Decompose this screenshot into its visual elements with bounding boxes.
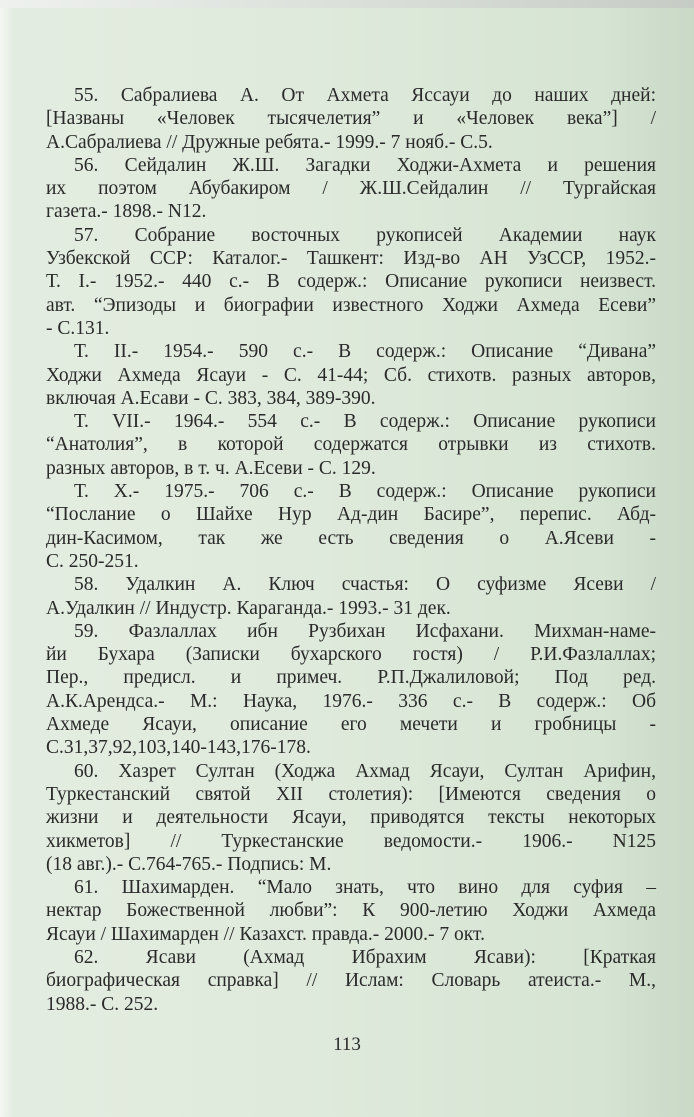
text-line: Т. II.- 1954.- 590 с.- В содерж.: Описание “Дивана” [74,341,656,363]
bibliography-text [46,84,656,1016]
text-line: газета.- 1898.- N12. [46,201,207,223]
text-line: дин-Касимом, так же есть сведения о А.Ясеви - [46,527,656,549]
text-line: биографическая справка] // Ислам: Словарь атеиста.- М., [46,970,656,992]
text-line: Ясауи / Шахимарден // Казахст. правда.- 2000.- 7 окт. [46,923,485,945]
text-line: 56. Сейдалин Ж.Ш. Загадки Ходжи-Ахмета и решения [74,154,656,176]
text-line: нектар Божественной любви”: К 900-летию Ходжи Ахмеда [46,900,656,922]
bibliography-entry [46,224,656,340]
scan-edge [0,0,694,8]
bibliography-entry [46,946,656,1016]
text-line: 61. Шахимарден. “Мало знать, что вино для суфия – [74,877,656,899]
text-line: А.К.Арендса.- М.: Наука, 1976.- 336 с.- В содерж.: Об [46,690,656,712]
text-line: жизни и деятельности Ясауи, приводятся тексты некоторых [46,807,656,829]
bibliography-entry [46,410,656,480]
text-line: Ходжи Ахмеда Ясауи - С. 41-44; Сб. стихотв. разных авторов, [46,364,656,386]
text-line: включая А.Есави - С. 383, 384, 389-390. [46,387,376,409]
bibliography-entry [46,480,656,573]
bibliography-entry [46,620,656,760]
text-line: йи Бухара (Записки бухарского гостя) / Р.И.Фазлаллах; [46,644,656,666]
text-line: 57. Собрание восточных рукописей Академии наук [74,224,656,246]
bibliography-entry [46,154,656,224]
text-line: Т. VII.- 1964.- 554 с.- В содерж.: Описание рукописи [74,411,656,433]
text-line: “Анатолия”, в которой содержатся отрывки из стихотв. [46,434,656,456]
text-line: 59. Фазлаллах ибн Рузбихан Исфахани. Михман-наме- [74,620,656,642]
text-line: 58. Удалкин А. Ключ счастья: О суфизме Ясеви / [74,574,656,596]
text-line: (18 авг.).- С.764-765.- Подпись: М. [46,853,332,875]
text-line: 62. Ясави (Ахмад Ибрахим Ясави): [Краткая [74,946,656,968]
text-line: Ахмеде Ясауи, описание его мечети и гробницы - [46,714,656,736]
text-line: Туркестанский святой XII столетия): [Имеются сведения о [46,783,656,805]
text-line: разных авторов, в т. ч. А.Есеви - С. 129. [46,457,376,479]
text-line: А.Удалкин // Индустр. Караганда.- 1993.- 31 дек. [46,597,451,619]
text-line: Т. I.- 1952.- 440 с.- В содерж.: Описание рукописи неизвест. [46,271,656,293]
text-line: С.31,37,92,103,140-143,176-178. [46,737,311,759]
text-line: “Послание о Шайхе Нур Ад-дин Басире”, перепис. Абд- [46,504,656,526]
text-line: [Названы «Человек тысячелетия” и «Человек века”] / [46,108,656,130]
text-line: хикметов] // Туркестанские ведомости.- 1906.- N125 [46,830,656,852]
text-line: Пер., предисл. и примеч. Р.П.Джалиловой; Под ред. [46,667,656,689]
text-line: их поэтом Абубакиром / Ж.Ш.Сейдалин // Тургайская [46,178,656,200]
text-line: Т. X.- 1975.- 706 с.- В содерж.: Описание рукописи [74,481,656,503]
text-line: 60. Хазрет Султан (Ходжа Ахмад Ясауи, Султан Арифин, [74,760,656,782]
bibliography-entry [46,876,656,946]
bibliography-entry [46,84,656,154]
text-line: 55. Сабралиева А. От Ахмета Яссауи до наших дней: [74,85,656,106]
text-line: Узбекской ССР: Каталог.- Ташкент: Изд-во АН УзССР, 1952.- [46,248,656,270]
text-line: А.Сабралиева // Дружные ребята.- 1999.- 7 нояб.- С.5. [46,131,493,153]
bibliography-entry [46,760,656,876]
text-line: С. 250-251. [46,550,139,572]
page-number: 113 [333,1034,361,1055]
text-line: 1988.- С. 252. [46,993,159,1015]
bibliography-entry [46,573,656,620]
text-line: авт. “Эпизоды и биографии известного Ходжи Ахмеда Есеви” [46,294,656,316]
bibliography-entry [46,340,656,410]
text-line: - С.131. [46,317,110,339]
